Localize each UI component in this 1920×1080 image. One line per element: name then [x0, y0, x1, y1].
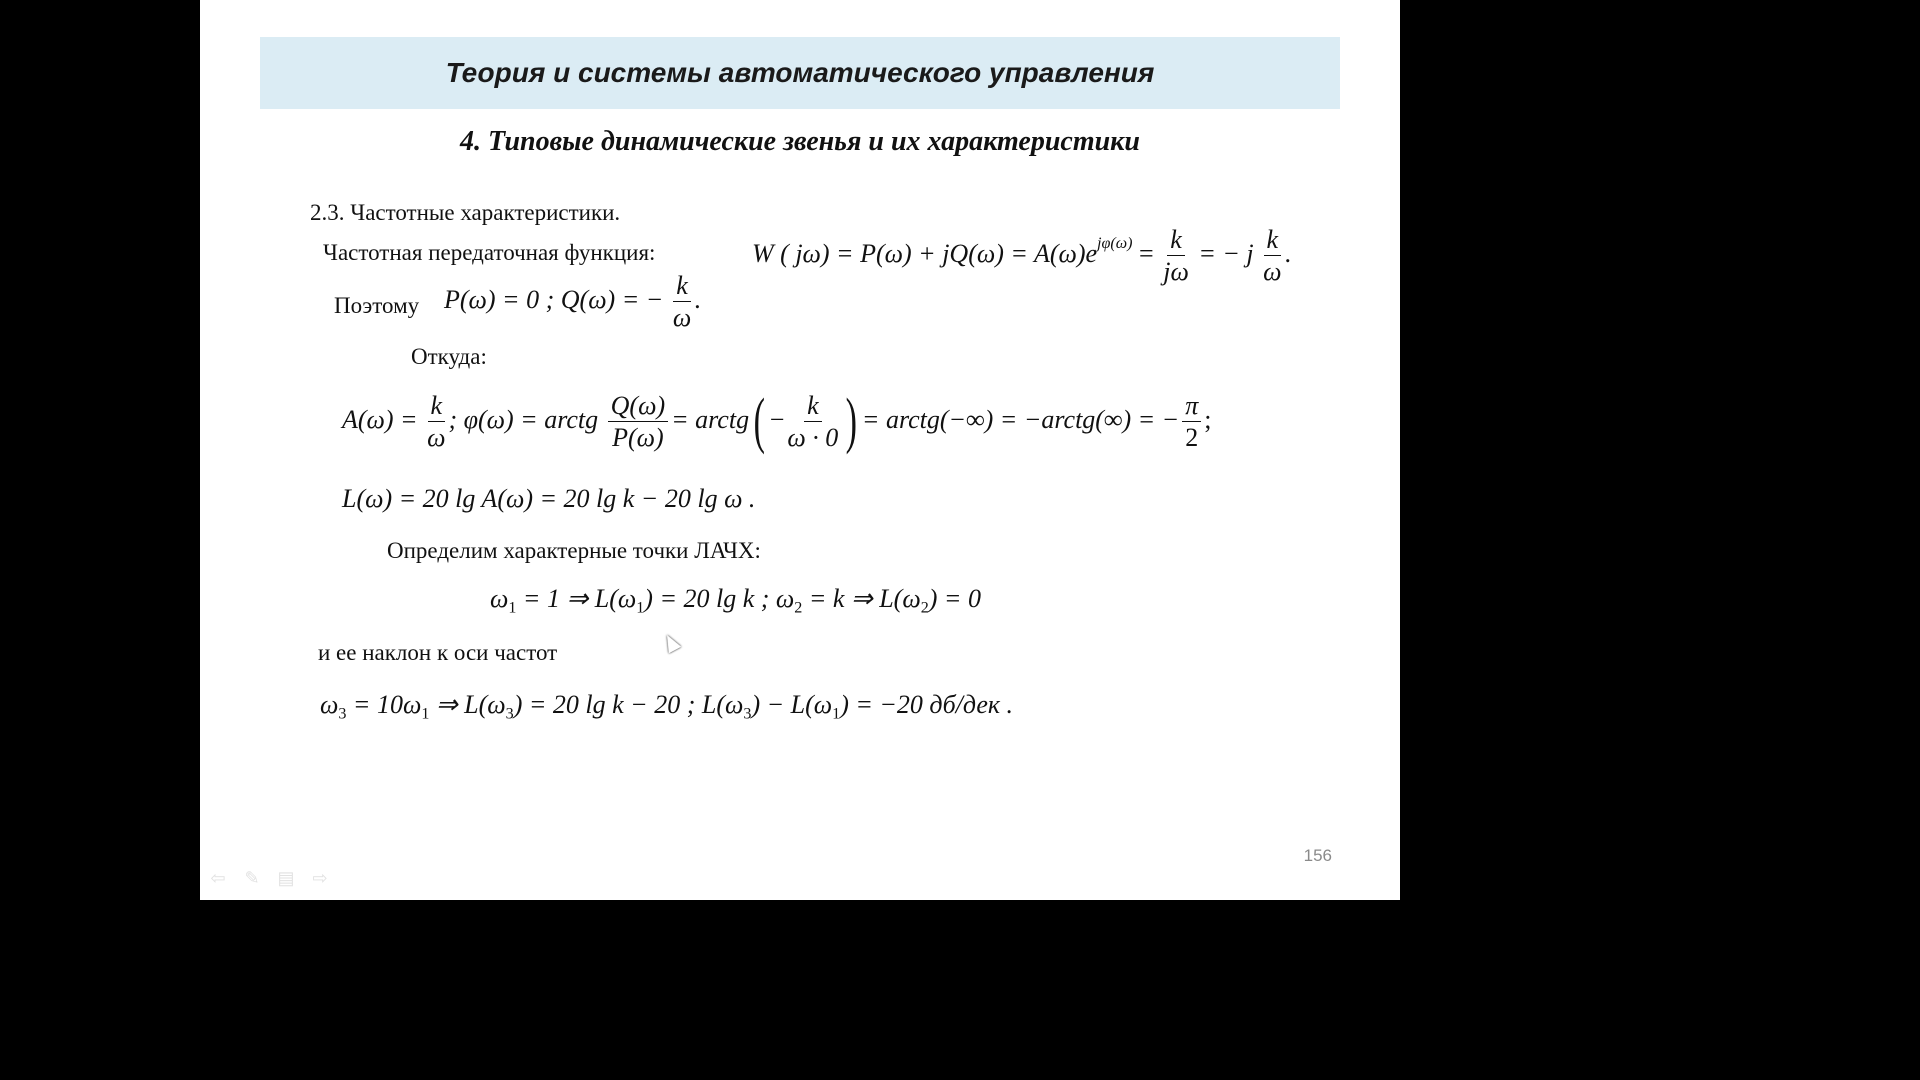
pi-den: 2: [1185, 423, 1199, 453]
s-d: ) = 20 lg k − 20 ; L(ω: [513, 690, 744, 719]
slide: [200, 0, 1400, 900]
w-frac1: [1163, 226, 1189, 286]
w-end: .: [1284, 238, 1291, 268]
a-den: ω: [427, 423, 446, 453]
freq-tf-label: Частотная передаточная функция:: [323, 240, 656, 265]
pen-icon[interactable]: ✎: [244, 868, 260, 888]
pi-frac: [1182, 392, 1201, 452]
inner-num: k: [807, 391, 819, 420]
p1-sub4: 2: [920, 599, 929, 617]
phi-den: P(ω): [612, 423, 664, 453]
w-frac1-den: jω: [1163, 257, 1189, 287]
s-sub1: 3: [338, 705, 347, 723]
arrow-right-icon[interactable]: ⇨: [312, 868, 328, 888]
w-eq: =: [1139, 238, 1154, 268]
w-frac2-num: k: [1266, 225, 1279, 254]
s-sub3: 3: [505, 705, 514, 723]
phi-rest: = arctg(−∞) = −arctg(∞) = −: [861, 404, 1180, 434]
p1-c: ) = 20 lg k ; ω: [644, 584, 795, 613]
a-lhs: A(ω) =: [342, 404, 418, 434]
chapter-title: 4. Типовые динамические звенья и их характеристики: [460, 126, 1140, 157]
paren-left: (: [753, 387, 766, 455]
p1-e: ) = 0: [928, 584, 981, 613]
p1-b: = 1 ⇒ L(ω: [516, 584, 637, 613]
formula-a-phi: [342, 387, 1212, 455]
q-num: k: [676, 271, 688, 300]
q-den: ω: [672, 303, 692, 333]
formula-p-q: [444, 272, 701, 332]
arrow-left-icon[interactable]: ⇦: [210, 868, 226, 888]
p1-a: ω: [490, 584, 509, 613]
formula-points: [490, 586, 981, 617]
therefore-label: Поэтому: [334, 293, 420, 318]
formula-l: [342, 486, 755, 512]
p1-d: = k ⇒ L(ω: [802, 584, 921, 613]
a-frac: [427, 392, 445, 452]
phi-num: Q(ω): [610, 391, 666, 420]
phi-frac: [608, 392, 668, 452]
w-frac2-den: ω: [1263, 257, 1282, 287]
p1-sub2: 1: [636, 599, 645, 617]
w-frac2: [1263, 226, 1281, 286]
w-frac1-num: k: [1170, 225, 1182, 254]
whence-label: Откуда:: [411, 344, 487, 369]
phi-mid: = arctg: [671, 404, 750, 434]
paren-right: ): [845, 387, 858, 455]
s-sub2: 1: [421, 705, 430, 723]
l-formula: L(ω) = 20 lg A(ω) = 20 lg k − 20 lg ω .: [342, 484, 756, 513]
course-title: Теория и системы автоматического управления: [445, 57, 1155, 88]
phi-lhs: ; φ(ω) = arctg: [448, 404, 599, 434]
s-sub5: 1: [832, 705, 841, 723]
page-number: 156: [1303, 846, 1332, 865]
header-band: [260, 37, 1340, 109]
inner-den: ω · 0: [787, 423, 839, 453]
s-a: ω: [320, 690, 339, 719]
s-b: = 10ω: [346, 690, 422, 719]
formula-slope: [320, 692, 1013, 723]
pi-num: π: [1185, 391, 1199, 420]
p-zero: P(ω) = 0 ; Q(ω) = −: [444, 284, 664, 314]
q-end: .: [694, 284, 701, 314]
slideshow-nav: [208, 868, 330, 889]
a-num: k: [430, 391, 443, 420]
section-heading: 2.3. Частотные характеристики.: [310, 200, 621, 225]
menu-icon[interactable]: ▤: [277, 868, 295, 888]
formula-w-jw: [752, 226, 1291, 286]
s-f: ) = −20 дб/дек .: [840, 690, 1014, 719]
w-exp: jφ(ω): [1097, 235, 1133, 253]
define-points-label: Определим характерные точки ЛАЧХ:: [387, 538, 761, 563]
w-lhs: W ( jω) = P(ω) + jQ(ω) = A(ω)e: [752, 238, 1098, 268]
inner-sign: −: [769, 404, 785, 434]
s-e: ) − L(ω: [751, 690, 833, 719]
inner-frac: [787, 392, 838, 452]
w-eq2: = − j: [1198, 238, 1254, 268]
p1-sub3: 2: [794, 599, 803, 617]
q-frac: [673, 272, 691, 332]
p1-sub: 1: [508, 599, 517, 617]
slope-label: и ее наклон к оси частот: [318, 640, 558, 665]
phi-end: ;: [1204, 404, 1212, 434]
s-c: ⇒ L(ω: [429, 690, 506, 719]
s-sub4: 3: [743, 705, 752, 723]
